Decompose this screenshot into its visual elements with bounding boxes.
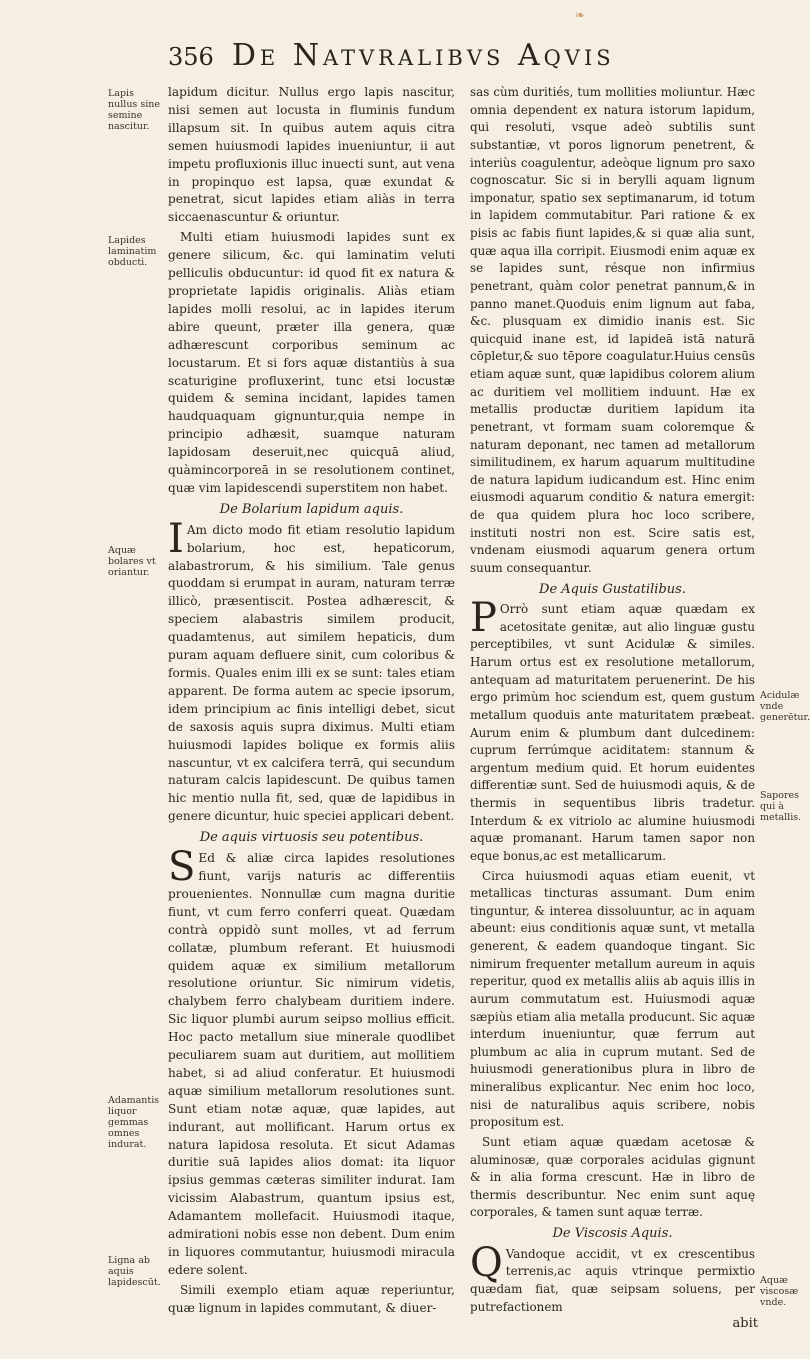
paragraph: sas cùm duritiés, tum mollities moliuntur. Hæc omnia dependent ex natura istorum lapidum, qui resoluti, vsque adeò subtilis sunt substantiæ, vt poros lignorum penetrent, & interiùs coagulentur, adeòque lignum pro saxo cognoscatur. Sic si in berylli aquam lignum imponatur, spatio sex septimanarum, id totum in lapidem commutabitur. Pari ratione & ex pisis ac fabis fiunt lapides,& si quæ alia sunt, quæ aqua illa corripit. Eiusmodi enim aquæ ex se lapides sunt, résque non infirmius penetrant, quàm color penetrat pannum,& in panno manet.Quoduis enim lignum aut faba, &c. plusquam ex dimidio inanis est. Sic quicquid inane est, id lapideā istā naturā cōpletur,& suo tēpore coagulatur.Huius censūs etiam aquæ sunt, quæ lapidibus colorem alium ac duritiem vel mollitiem induunt. Hæ ex metallis productæ duritiem lapidum ita penetrant, vt formam suam coloremque & naturam deponant, nec tamen ad metallorum similitudinem, ex harum aquarum multitudine de natura lapidum iudicandum est. Hinc enim eiusmodi aquarum conditio & natura emergit: de qua quidem plura hoc loco scribere, instituti nostri non est. Scire satis est, vndenam eiusmodi aquarum genera ortum suum consequantur. <box>470 85 755 575</box>
paragraph: Circa huiusmodi aquas etiam euenit, vt metallicas tincturas assumant. Dum enim tinguntur, & interea dissoluuntur, ac in aquam abeunt: eius conditionis aquæ sunt, vt metalla generent, & eadem quandoque tingant. Sic nimirum frequenter metallum aureum in aquis reperitur, quod ex metallis aliis ab aquis illis in aurum commutatum est. Huiusmodi aquæ sæpiùs etiam alia metalla producunt. Sic aquæ interdum inueniuntur, quæ ferrum aut plumbum ac alia in cuprum mutant. Sed de huiusmodi generationibus plura in libro de mineralibus explicantur. Nec enim hoc loco, nisi de naturalibus aquis scribere, nobis propositum est. <box>470 868 755 1130</box>
right-column <box>470 84 755 1318</box>
section-heading: De Viscosis Aquis. <box>552 1226 673 1241</box>
paragraph: IAm dicto modo fit etiam resolutio lapidum bolarium, hoc est, hepaticorum, alabastrorum, & his similium. Tale genus quoddam si erumpat in auram, naturam terræ illicò, præsentiscit. Postea adhærescit, & speciem alabastris similem producit, quadamtenus, aut similem hepaticis, dum puram aquam defluere sinit, cum coloribus & formis. Quales enim illi ex se sunt: tales etiam apparent. De forma autem ac specie ipsorum, idem principium ac finis intelligi debet, sicut de saxosis aquis supra diximus. Multi etiam huiusmodi lapides bolique ex formis aliis nascuntur, vt ex calcifera terrā, qui secundum naturam calcis lapidescunt. De quibus tamen hic mentio nulla fit, sed, quæ de lapidibus in genere dicuntur, huic speciei applicari debent. <box>168 515 455 824</box>
paragraph: Simili exemplo etiam aquæ reperiuntur, quæ lignum in lapides commutant, & diuer- <box>168 1282 455 1315</box>
margin-note-left-2: Lapides laminatim obducti. <box>108 235 157 268</box>
paragraph: QVandoque accidit, vt ex crescentibus terrenis,ac aquis vtrinque permixtio quædam fiat, quæ seipsam soluens, per putrefactionem <box>470 1239 755 1314</box>
section-heading: De Aquis Gustatilibus. <box>539 581 686 597</box>
ornament: ❧ <box>575 8 586 22</box>
page-number: 356 <box>168 43 214 71</box>
page-header <box>168 38 788 78</box>
section-heading: De aquis virtuosis seu potentibus. <box>199 830 424 846</box>
margin-note-right-2: Sapores qui à metallis. <box>760 790 802 823</box>
margin-note-left-3: Aquæ bolares vt oriantur. <box>108 545 156 578</box>
catchword: abit <box>732 1316 758 1331</box>
left-column <box>168 84 455 1320</box>
section-heading: De Bolarium lapidum aquis. <box>219 501 404 517</box>
paragraph: POrrò sunt etiam aquæ quædam ex acetositate genitæ, aut alio linguæ gustu perceptibiles, vt sunt Acidulæ & similes. Harum ortus est ex resolutione metallorum, antequam ad maturitatem peruenerint. De his ergo primùm hoc sciendum est, quem gustum metallum quoduis ante maturitatem præbeat. Aurum enim & plumbum dant dulcedinem: cuprum ferrúmque aciditatem: stannum & argentum medium quid. Et horum euidentes differentiæ sunt. Sed de huiusmodi aquis, & de thermis in sequentibus libris tradetur. Interdum & ex vitriolo ac alumine huiusmodi aquæ promanant. Harum tamen sapor non eque bonus,ac est metallicarum. <box>470 595 755 863</box>
paragraph: lapidum dicitur. Nullus ergo lapis nascitur, nisi semen aut locusta in fluminis fundum illapsum sit. In quibus autem aquis citra semen huiusmodi lapides inueniuntur, ii aut impetu profluxionis illuc inuecti sunt, aut vena in propinquo est lapsa, quæ exundat & penetrat, sicut lapides etiam aliàs in terra siccaenascuntur & oriuntur. <box>168 85 455 225</box>
margin-note-right-3: Aquæ viscosæ vnde. <box>760 1275 799 1308</box>
paragraph: SEd & aliæ circa lapides resolutiones fiunt, varijs naturis ac differentiis prouenientes. Nonnullæ cum magna duritie fiunt, vt cum ferro conferri queat. Quædam contrà oppidò sunt molles, vt ad ferrum collatæ, plumbum referant. Et huiusmodi quidem aquæ ex similium metallorum resolutione oriuntur. Sic nimirum videtis, chalybem ferro chalybeam duritiem indere. Sic liquor plumbi aurum seipso mollius efficit. Hoc pacto metallum siue minerale quodlibet peculiarem suam aut duritiem, aut mollitiem habet, si ad aliud conferatur. Et huiusmodi aquæ similium metallorum resolutiones sunt. Sunt etiam notæ aquæ, quæ lapides, aut indurant, aut mollificant. Harum ortus ex natura lapidosa resoluta. Et sicut Adamas duritie suā lapides alios domat: ita liquor ipsius gemmas cæteras similiter indurat. Iam vicissim Alabastrum, quantum ipsius est, Adamantem mollefacit. Huiusmodi itaque, admirationi nobis esse non debent. Dum enim in liquores commutantur, huiusmodi miracula edere solent. <box>168 844 455 1277</box>
running-title: De Natvralibvs Aqvis <box>231 38 615 73</box>
margin-note-left-5: Ligna ab aquis lapidescūt. <box>108 1255 161 1288</box>
paragraph: Multi etiam huiusmodi lapides sunt ex genere silicum, &c. qui laminatim veluti pelliculis obducuntur: id quod fit ex natura & proprietate lapidis originalis. Aliàs etiam lapides molli resolui, ac in lapides iterum abire queunt, præter illa genera, quæ adhærescunt corporibus seminum ac locustarum. Et si fors aquæ distantiùs à sua scaturigine profluxerint, tunc etsi locustæ quidem & semina incidant, lapides tamen haudquaquam gignuntur,quia nempe in principio adhæsit, suamque naturam lapidosam deseruit,nec quicquā aliud, quàmincorporeā in se resolutionem continet, quæ vim lapidescendi superstitem non habet. <box>168 230 455 495</box>
margin-note-right-1: Acidulæ vnde generētur. <box>760 690 810 723</box>
margin-note-left-1: Lapis nullus sine semine nascitur. <box>108 88 160 132</box>
paragraph: Sunt etiam aquæ quædam acetosæ & aluminosæ, quæ corporales acidulas gignunt & in alia forma crescunt. Hæ in libro de thermis describuntur. Nec enim sunt aquę corporales, & tamen sunt aquæ terræ. <box>470 1134 755 1220</box>
margin-note-left-4: Adamantis liquor gemmas omnes indurat. <box>108 1095 160 1150</box>
